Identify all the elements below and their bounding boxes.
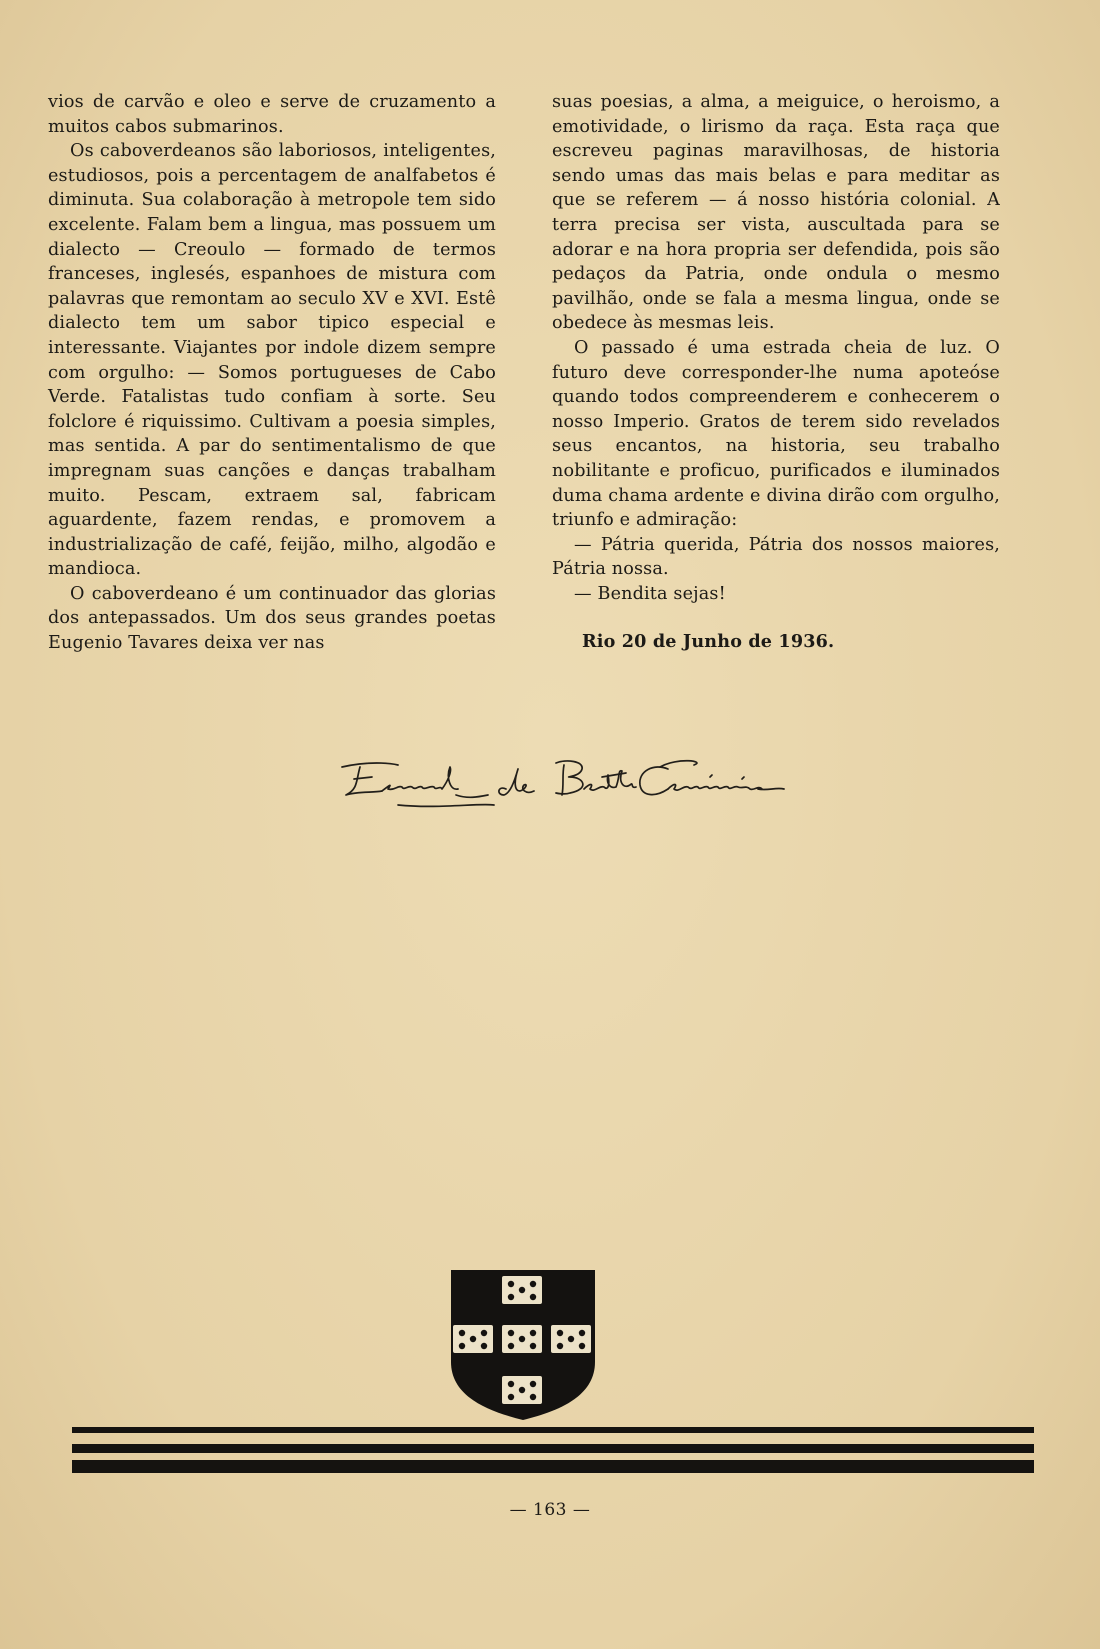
- left-paragraph-2: Os caboverdeanos são laboriosos, inteligentes, estudiosos, pois a percentagem de analfabetos é diminuta. Sua colaboração à metropole tem sido excelente. Falam bem a lingua, mas possuem um dialecto — Creoulo — formado de termos franceses, inglesés, espanhoes de mistura com palavras que remontam ao seculo XV e XVI. Estê dialecto tem um sabor tipico especial e interessante. Viajantes por indole dizem sempre com orgulho: — Somos portugueses de Cabo Verde. Fatalistas tudo confiam à sorte. Seu folclore é riquissimo. Cultivam a poesia simples, mas sentida. A par do sentimentalismo de que impregnam suas canções e danças trabalham muito. Pescam, extraem sal, fabricam aguardente, fazem rendas, e promovem a industrialização de café, feijão, milho, algodão e mandioca.: [48, 141, 496, 580]
- page-number: — 163 —: [509, 1500, 591, 1520]
- right-paragraph-2: O passado é uma estrada cheia de luz. O futuro deve corresponder-lhe numa apoteóse quando todos compreenderem e conhecerem o nosso Imperio. Gratos de terem sido revelados seus encantos, na historia, seu trabalho nobilitante e proficuo, purificados e iluminados duma chama ardente e divina dirão com orgulho, triunfo e admiração:: [552, 337, 1000, 531]
- portuguese-shield-quinas-icon: [451, 1270, 595, 1420]
- left-column: [48, 90, 496, 656]
- right-paragraph-4: — Bendita sejas!: [574, 583, 726, 604]
- left-paragraph-1: vios de carvão e oleo e serve de cruzamento a muitos cabos submarinos.: [48, 92, 496, 137]
- right-paragraph-1: suas poesias, a alma, a meiguice, o heroismo, a emotividade, o lirismo da raça. Esta raça que escreveu paginas maravilhosas, de historia sendo umas das mais belas e para meditar as que se referem — á nosso história colonial. A terra precisa ser vista, auscultada para se adorar e na hora propria ser defendida, pois são pedaços da Patria, onde ondula o mesmo pavilhão, onde se fala a mesma lingua, onde se obedece às mesmas leis.: [552, 92, 1000, 334]
- dateline: Rio 20 de Junho de 1936.: [582, 631, 835, 653]
- rule-medium: [72, 1444, 1034, 1453]
- right-paragraph-3: — Pátria querida, Pátria dos nossos maiores, Pátria nossa.: [552, 534, 1000, 580]
- right-column: [552, 90, 1000, 655]
- decorative-rules: [72, 1427, 1034, 1473]
- quina-escutcheon: [502, 1276, 542, 1304]
- left-paragraph-3: O caboverdeano é um continuador das glorias dos antepassados. Um dos seus grandes poetas Eugenio Tavares deixa ver nas: [48, 583, 496, 654]
- rule-thick: [72, 1460, 1034, 1473]
- rule-thin: [72, 1427, 1034, 1433]
- handwritten-signature: [338, 755, 808, 825]
